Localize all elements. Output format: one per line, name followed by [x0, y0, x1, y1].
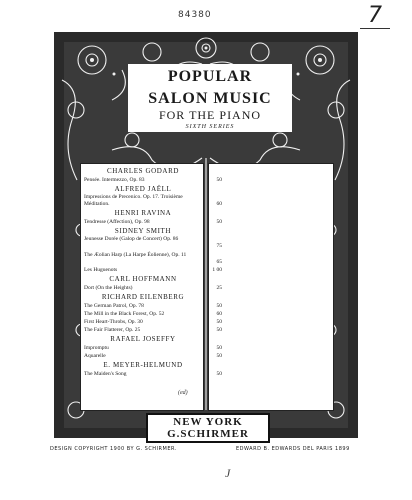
- handwritten-mark: J: [225, 466, 231, 480]
- composer-name: SIDNEY SMITH: [114, 227, 172, 235]
- piece-row[interactable]: [84, 370, 228, 378]
- piece-title: The Mill in the Black Forest, Op. 52: [84, 311, 165, 317]
- piece-price: 50: [216, 327, 222, 333]
- piece-row[interactable]: [84, 176, 228, 184]
- piece-row[interactable]: [84, 344, 228, 352]
- composer-name: RAFAEL JOSEFFY: [110, 335, 176, 343]
- piece-row[interactable]: [84, 252, 228, 266]
- piece-price: 50: [216, 177, 222, 183]
- composer-name: CARL HOFFMANN: [109, 275, 177, 283]
- title-line-popular: POPULAR: [167, 68, 253, 85]
- handwritten-number: 7: [368, 3, 382, 28]
- piece-price: 50: [216, 319, 222, 325]
- piece-row[interactable]: [84, 194, 228, 208]
- piece-title: The German Patrol, Op. 78: [84, 303, 144, 309]
- title-line-for-the-piano: FOR THE PIANO: [158, 108, 262, 122]
- piece-listing: [84, 166, 228, 378]
- piece-row[interactable]: [84, 236, 228, 250]
- piece-row[interactable]: [84, 302, 228, 310]
- publisher-city: NEW YORK: [173, 416, 243, 428]
- piece-title: Impressions de Precenico. Op. 17. Troisième Méditation.: [84, 194, 183, 207]
- piece-price: 50: [216, 219, 222, 225]
- piece-price: 65: [216, 259, 222, 265]
- piece-title: The Æolian Harp (La Harpe Éolienne), Op. 11: [84, 252, 187, 258]
- piece-price: 1 00: [212, 267, 222, 273]
- composer-name: CHARLES GODARD: [107, 167, 179, 175]
- piece-price: 60: [216, 311, 222, 317]
- piece-title: Les Huguenots: [84, 267, 118, 273]
- piece-price: 50: [216, 353, 222, 359]
- piece-price: 50: [216, 303, 222, 309]
- piece-title: The Fair Flatterer, Op. 25: [84, 327, 141, 333]
- piece-title: Jeunesse Dorée (Galop de Concert) Op. 86: [84, 236, 179, 242]
- series-label: SIXTH SERIES: [185, 124, 235, 130]
- piece-row[interactable]: [84, 318, 228, 326]
- piece-row[interactable]: [84, 326, 228, 334]
- piece-title: Tendresse (Affection), Op. 98: [84, 219, 150, 225]
- piece-title: First Heart-Throbs, Op. 30: [84, 319, 143, 325]
- piece-title: Pensée. Intermezzo, Op. 83: [84, 177, 145, 183]
- handwritten-scribble: (ed): [178, 390, 188, 396]
- piece-row[interactable]: [84, 284, 228, 292]
- publisher-name: G.SCHIRMER: [167, 428, 249, 440]
- catalog-number: 84380: [178, 10, 212, 20]
- piece-title: The Maiden's Song: [84, 371, 127, 377]
- publisher-nameplate: [146, 413, 270, 443]
- design-copyright: DESIGN COPYRIGHT 1900 BY G. SCHIRMER.: [50, 446, 177, 452]
- piece-row[interactable]: [84, 266, 228, 274]
- piece-title: Aquarelle: [84, 353, 106, 359]
- title-line-salon-music: SALON MUSIC: [148, 90, 272, 107]
- composer-name: E. MEYER-HELMUND: [103, 361, 183, 369]
- piece-row[interactable]: [84, 218, 228, 226]
- piece-price: 75: [216, 243, 222, 249]
- composer-name: ALFRED JAËLL: [114, 185, 172, 193]
- title-cartouche: [128, 64, 292, 132]
- engraver-credit: EDWARD B. EDWARDS DEL PARIS 1899: [236, 446, 350, 452]
- piece-price: 50: [216, 371, 222, 377]
- piece-row[interactable]: [84, 310, 228, 318]
- composer-name: HENRI RAVINA: [114, 209, 172, 217]
- piece-price: 50: [216, 345, 222, 351]
- composer-name: RICHARD EILENBERG: [101, 293, 185, 301]
- piece-price: 25: [216, 285, 222, 291]
- handwritten-underline: [360, 28, 390, 29]
- piece-row[interactable]: [84, 352, 228, 360]
- piece-title: Impromptu: [84, 345, 109, 351]
- piece-title: Dort (On the Heights): [84, 285, 133, 291]
- piece-price: 60: [216, 201, 222, 207]
